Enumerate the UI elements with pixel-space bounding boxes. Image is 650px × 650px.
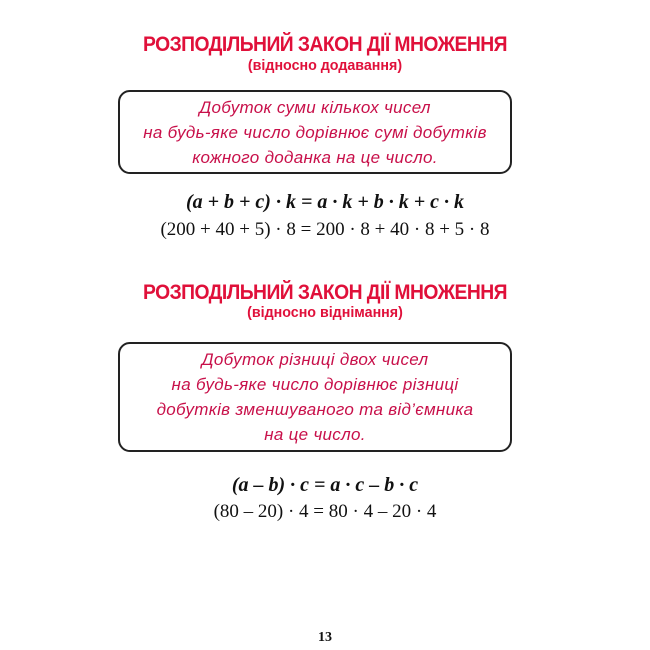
rule-line: на будь-яке число дорівнює сумі добутків xyxy=(143,122,487,142)
section-1-example: (200 + 40 + 5) · 8 = 200 · 8 + 40 · 8 + 5 · 8 xyxy=(160,219,490,240)
section-1-rule-box xyxy=(118,90,512,174)
rule-line: Добуток суми кількох чисел xyxy=(199,97,431,117)
section-1-formula: (a + b + c) · k = a · k + b · k + c · k xyxy=(185,191,465,213)
section-1-subtitle: (відносно додавання) xyxy=(247,57,403,74)
rule-line: Добуток різниці двох чисел xyxy=(201,350,429,369)
section-2-rule-box xyxy=(118,342,512,452)
rule-line: на це число. xyxy=(264,425,366,444)
rule-line: добутків зменшуваного та від’ємника xyxy=(156,400,474,419)
section-2-title: РОЗПОДІЛЬНИЙ ЗАКОН ДІЇ МНОЖЕННЯ xyxy=(143,281,507,304)
section-2-subtitle: (відносно віднімання) xyxy=(247,304,403,321)
page-number: 13 xyxy=(318,630,332,645)
rule-line: кожного доданка на це число. xyxy=(192,147,438,167)
section-1-title: РОЗПОДІЛЬНИЙ ЗАКОН ДІЇ МНОЖЕННЯ xyxy=(143,33,507,56)
rule-line: на будь-яке число дорівнює різниці xyxy=(171,375,459,394)
section-2-example: (80 – 20) · 4 = 80 · 4 – 20 · 4 xyxy=(213,501,437,522)
section-2-formula: (a – b) · c = a · c – b · c xyxy=(231,474,419,496)
